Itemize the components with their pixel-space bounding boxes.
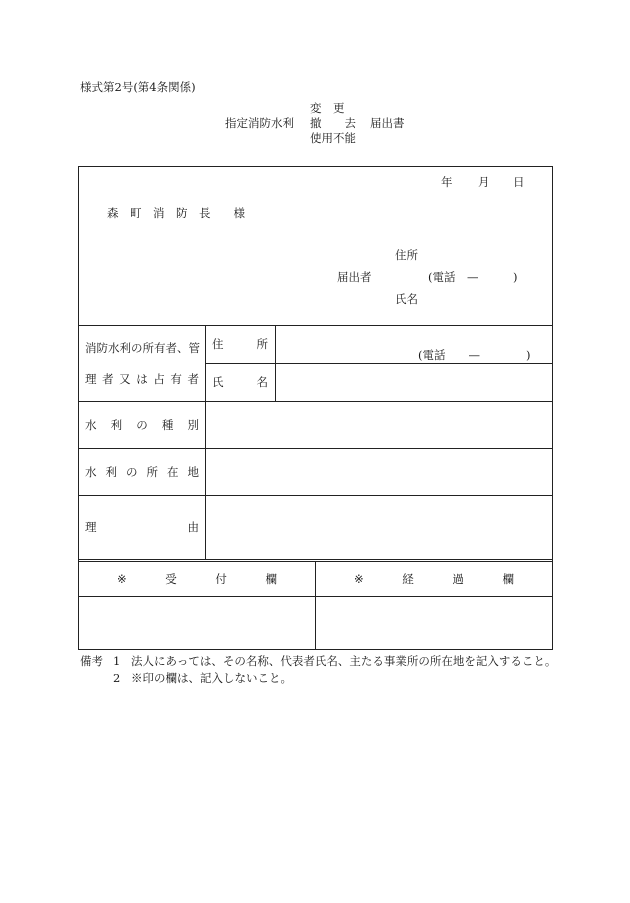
note-1-number: 1	[113, 654, 121, 668]
divider-subfield-column	[275, 325, 276, 401]
owner-name-label: 氏 名	[212, 375, 268, 389]
divider-applicant-bottom	[78, 325, 553, 326]
owner-label-line1: 消防水利の所有者、管	[85, 341, 200, 355]
note-2-text: ※印の欄は、記入しないこと。	[131, 671, 292, 685]
title-option-removal: 撤 去	[310, 116, 356, 130]
date-year-label: 年	[441, 175, 453, 189]
applicant-phone: (電話 — )	[428, 270, 518, 284]
owner-address-label: 住 所	[212, 337, 268, 351]
divider-location-bottom	[78, 495, 553, 496]
water-location-label: 水 利 の 所 在 地	[85, 465, 199, 479]
progress-header: ※ 経 過 欄	[354, 572, 514, 586]
applicant-address-label: 住所	[395, 248, 418, 262]
note-2-number: 2	[113, 671, 121, 685]
title-prefix: 指定消防水利	[225, 116, 294, 130]
title-option-change: 変 更	[310, 101, 345, 115]
applicant-submitter-label: 届出者	[337, 270, 372, 284]
divider-office-column	[315, 561, 316, 650]
reason-label: 理 由	[85, 520, 199, 534]
notes-label: 備考	[80, 654, 103, 668]
divider-type-bottom	[78, 448, 553, 449]
reception-header: ※ 受 付 欄	[117, 572, 277, 586]
divider-owner-bottom	[78, 401, 553, 402]
applicant-name-label: 氏名	[395, 292, 418, 306]
water-type-label: 水 利 の 種 別	[85, 418, 199, 432]
date-day-label: 日	[513, 175, 525, 189]
owner-label-line2: 理 者 又 は 占 有 者	[85, 372, 199, 386]
divider-label-column	[205, 325, 206, 560]
divider-reason-bottom	[78, 559, 553, 560]
owner-phone: (電話 — )	[418, 348, 531, 362]
form-number: 様式第2号(第4条関係)	[80, 80, 196, 94]
note-1-text: 法人にあっては、その名称、代表者氏名、主たる事業所の所在地を記入すること。	[131, 654, 557, 668]
title-option-unusable: 使用不能	[310, 131, 356, 145]
date-month-label: 月	[478, 175, 490, 189]
addressee: 森 町 消 防 長 様	[107, 206, 245, 220]
title-suffix: 届出書	[370, 116, 405, 130]
divider-owner-middle	[205, 363, 553, 364]
